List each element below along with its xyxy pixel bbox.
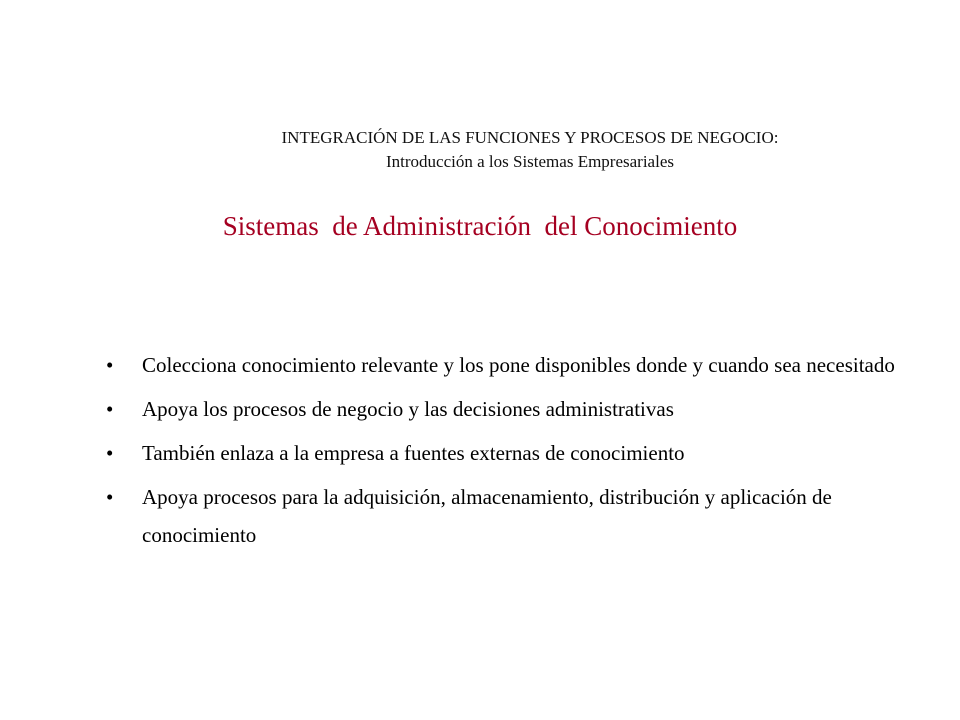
header-line-1: INTEGRACIÓN DE LAS FUNCIONES Y PROCESOS DE NEGOCIO: [281, 128, 779, 147]
bullet-list [106, 346, 896, 560]
bullet-icon: • [106, 441, 114, 465]
bullet-icon: • [106, 353, 114, 377]
bullet-item-3 [106, 434, 896, 472]
bullet-item-4 [106, 478, 896, 554]
slide-header [180, 126, 880, 174]
bullet-icon: • [106, 397, 114, 421]
bullet-item-1 [106, 346, 896, 384]
bullet-text-2: Apoya los procesos de negocio y las decisiones administrativas [142, 397, 674, 421]
bullet-item-2 [106, 390, 896, 428]
bullet-text-3: También enlaza a la empresa a fuentes externas de conocimiento [142, 441, 685, 465]
bullet-icon: • [106, 485, 114, 509]
bullet-text-4: Apoya procesos para la adquisición, almacenamiento, distribución y aplicación de conocimiento [142, 485, 832, 547]
slide-title: Sistemas de Administración del Conocimiento [222, 211, 738, 241]
header-line-2: Introducción a los Sistemas Empresariales [386, 152, 674, 171]
bullet-text-1: Colecciona conocimiento relevante y los pone disponibles donde y cuando sea necesitado [142, 353, 895, 377]
